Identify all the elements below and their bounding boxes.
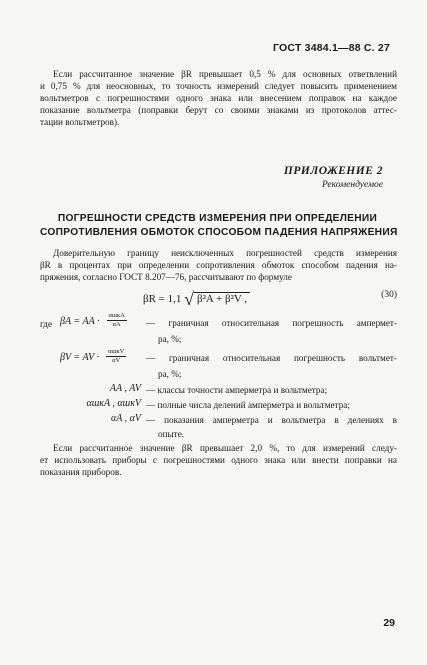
fraction-denominator: αA bbox=[112, 320, 121, 328]
appendix-subtitle: Рекомендуемое bbox=[321, 180, 383, 190]
fraction-numerator: αшкA bbox=[108, 311, 125, 319]
closing-line: ет использовать приборы с погрешностями одного знака или внести поправки на bbox=[40, 455, 397, 465]
section-heading: СОПРОТИВЛЕНИЯ ОБМОТОК СПОСОБОМ ПАДЕНИЯ НАПРЯЖЕНИЯ bbox=[40, 227, 398, 238]
formula-number: (30) bbox=[381, 290, 397, 300]
intro-line: Если рассчитанное значение βR превышает 0,5 % для основных ответвлений bbox=[53, 69, 397, 79]
def-text: — граничная относительная погрешность ампермет- bbox=[146, 318, 397, 328]
fraction-numerator: αшкV bbox=[108, 347, 125, 355]
formula-lhs: βR = 1,1 bbox=[143, 293, 182, 305]
sqrt-sign: √ bbox=[184, 289, 195, 309]
formula-30 bbox=[143, 289, 250, 310]
def-symbol: βV = AV · bbox=[60, 352, 100, 363]
def-symbol: βA = AA · bbox=[60, 316, 100, 327]
def-text: — показания амперметра и вольтметра в делениях в bbox=[146, 415, 397, 425]
fraction-denominator: αV bbox=[112, 356, 121, 364]
intro-line: и 0,75 % для неосновных, то точность измерений следует повысить применением bbox=[40, 81, 397, 91]
appendix-title: ПРИЛОЖЕНИЕ 2 bbox=[283, 165, 383, 177]
fraction bbox=[106, 348, 126, 365]
def-text: — граничная относительная погрешность вольтмет- bbox=[146, 353, 397, 363]
def-symbol: αA , αV bbox=[110, 413, 141, 424]
def-symbol: AA , AV bbox=[109, 383, 141, 394]
section-heading: ПОГРЕШНОСТИ СРЕДСТВ ИЗМЕРЕНИЯ ПРИ ОПРЕДЕЛЕНИИ bbox=[57, 213, 378, 224]
intro-line: вольтметров с погрешностями одного знака или внесением поправок на каждое bbox=[40, 93, 397, 103]
def-symbol: αшкA , αшкV bbox=[86, 398, 141, 409]
closing-line: Если рассчитанное значение βR превышает 2,0 %, то для измерений следу- bbox=[53, 443, 397, 453]
def-text: — полные числа делений амперметра и вольтметра; bbox=[146, 400, 350, 410]
def-beta-a bbox=[60, 311, 130, 329]
def-cont: ра, %; bbox=[158, 334, 182, 344]
def-text: — классы точности амперметра и вольтметра; bbox=[146, 385, 328, 395]
formula-radicand: β²A + β²V , bbox=[194, 292, 250, 305]
def-cont: опыте. bbox=[158, 429, 185, 439]
section-line: Доверительную границу неисключенных погрешностей средств измерения bbox=[53, 248, 397, 258]
def-beta-v bbox=[60, 347, 129, 365]
where-label: где bbox=[40, 319, 53, 329]
running-head: ГОСТ 3484.1—88 С. 27 bbox=[273, 42, 390, 54]
section-line: пряжения, согласно ГОСТ 8.207—76, рассчитывают по формуле bbox=[40, 272, 292, 282]
intro-line: показание вольтметра (поправки берут со своими знаками из протоколов аттес- bbox=[40, 105, 397, 115]
closing-line: показания приборов. bbox=[40, 467, 122, 477]
def-cont: ра, %; bbox=[158, 369, 182, 379]
fraction bbox=[107, 312, 127, 329]
section-line: βR в процентах при определении сопротивления обмоток способом падения на- bbox=[40, 260, 397, 270]
page-number: 29 bbox=[383, 617, 395, 629]
intro-line: тации вольтметров). bbox=[40, 117, 120, 127]
